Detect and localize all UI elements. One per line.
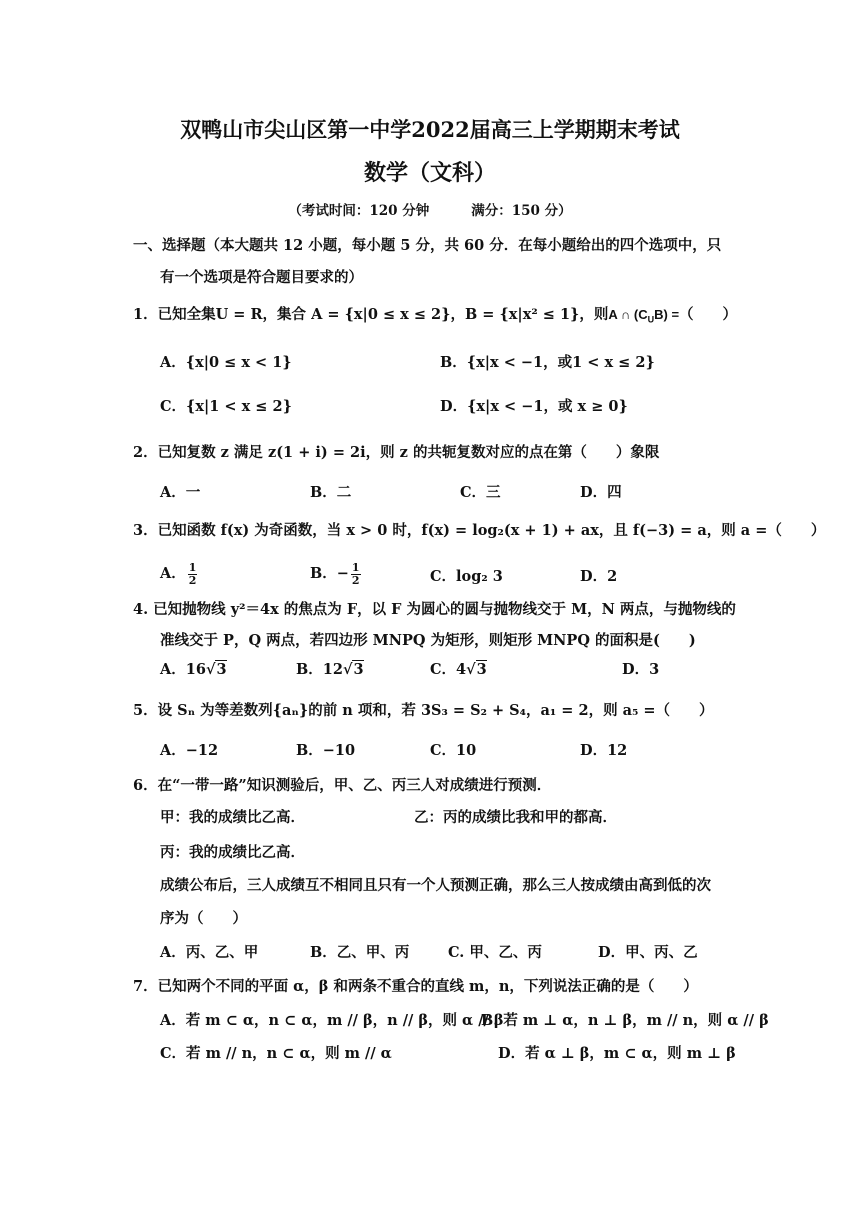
exam-subtitle: 数学（文科） bbox=[363, 160, 496, 186]
q4-option-a: A．16√3 bbox=[160, 661, 227, 678]
q4-line1: 4. 已知抛物线 y²＝4x 的焦点为 F，以 F 为圆心的圆与抛物线交于 M，N 两点，与抛物线的 bbox=[133, 601, 736, 618]
q5-stem: 5．设 Sₙ 为等差数列{aₙ}的前 n 项和，若 3S₃ = S₂ + S₄，a₁ = 2，则 a₅ =（ ） bbox=[133, 702, 714, 719]
q1-stem: 1．已知全集U = R，集合 A = {x|0 ≤ x ≤ 2}，B = {x|x² ≤ 1}，则A ∩ $(C_UB)$ =（ ） bbox=[133, 306, 738, 325]
q7-stem: 7．已知两个不同的平面 α，β 和两条不重合的直线 m，n，下列说法正确的是（ ） bbox=[133, 978, 698, 995]
q3-a-fraction: $\frac{1}{2}$ bbox=[188, 561, 197, 587]
q5-option-b: B．−10 bbox=[296, 742, 356, 759]
q1-option-c: C．{x|1 < x ≤ 2} bbox=[160, 398, 292, 415]
q2-option-c: C．三 bbox=[460, 484, 501, 501]
q1-expression: A ∩ $(C_UB)$ = bbox=[608, 307, 680, 325]
q6-option-d: D．甲、丙、乙 bbox=[598, 944, 698, 961]
q4-option-b: B．12√3 bbox=[296, 661, 364, 678]
q6-option-a: A．丙、乙、甲 bbox=[160, 944, 259, 961]
q3-option-a: A． $\frac{1}{2}$ bbox=[160, 561, 197, 587]
q3-option-c: C．log₂ 3 bbox=[430, 568, 503, 585]
section-heading-line2: 有一个选项是符合题目要求的） bbox=[160, 269, 363, 286]
q6-statement-yi: 乙：丙的成绩比我和甲的都高． bbox=[414, 809, 617, 826]
q6-stem: 6．在“一带一路”知识测验后，甲、乙、丙三人对成绩进行预测． bbox=[133, 777, 552, 794]
section-heading-line1: 一、选择题（本大题共 12 小题，每小题 5 分，共 60 分．在每小题给出的四个选项中，只 bbox=[133, 237, 722, 254]
q6-option-c: C. 甲、乙、丙 bbox=[448, 944, 542, 961]
exam-title: 双鸭山市尖山区第一中学2022届高三上学期期末考试 bbox=[180, 117, 680, 142]
q7-option-b: B. 若 m ⊥ α，n ⊥ β，m // n，则 α // β bbox=[481, 1012, 769, 1029]
q2-option-b: B．二 bbox=[310, 484, 352, 501]
q3-option-d: D．2 bbox=[580, 568, 618, 585]
q3-b-fraction: $\frac{1}{2}$ bbox=[351, 561, 360, 587]
q5-option-c: C．10 bbox=[430, 742, 477, 759]
q6-statement-bing: 丙：我的成绩比乙高． bbox=[160, 844, 305, 861]
q1-option-b: B．{x|x < −1，或1 < x ≤ 2} bbox=[440, 354, 655, 371]
q2-stem: 2．已知复数 z 满足 z(1 + i) = 2i，则 z 的共轭复数对应的点在第（ ）象限 bbox=[133, 444, 660, 461]
exam-time: （考试时间：120 分钟 bbox=[288, 203, 430, 219]
q1-option-a: A．{x|0 ≤ x < 1} bbox=[160, 354, 292, 371]
q6-statement-jia: 甲：我的成绩比乙高． bbox=[160, 809, 305, 826]
q4-line2: 准线交于 P，Q 两点，若四边形 MNPQ 为矩形，则矩形 MNPQ 的面积是( ) bbox=[160, 632, 696, 649]
q5-option-d: D．12 bbox=[580, 742, 628, 759]
q3-option-b: B．− $\frac{1}{2}$ bbox=[310, 561, 360, 587]
q6-option-b: B．乙、甲、丙 bbox=[310, 944, 410, 961]
q6-line2: 序为（ ） bbox=[160, 910, 247, 927]
q6-line1: 成绩公布后，三人成绩互不相同且只有一个人预测正确，那么三人按成绩由高到低的次 bbox=[160, 877, 711, 894]
q2-option-d: D．四 bbox=[580, 484, 622, 501]
q5-option-a: A．−12 bbox=[160, 742, 219, 759]
q7-option-a: A．若 m ⊂ α，n ⊂ α，m // β，n // β，则 α // β bbox=[160, 1012, 504, 1029]
q4-option-d: D．3 bbox=[622, 661, 660, 678]
exam-info bbox=[0, 205, 860, 219]
q4-option-c: C．4√3 bbox=[430, 661, 487, 678]
exam-score: 满分：150 分） bbox=[471, 203, 572, 219]
q2-option-a: A．一 bbox=[160, 484, 201, 501]
q3-stem: 3．已知函数 f(x) 为奇函数，当 x > 0 时，f(x) = log₂(x + 1) + ax，且 f(−3) = a，则 a =（ ） bbox=[133, 522, 826, 539]
q1-option-d: D．{x|x < −1，或 x ≥ 0} bbox=[440, 398, 628, 415]
q7-option-d: D．若 α ⊥ β，m ⊂ α，则 m ⊥ β bbox=[498, 1045, 736, 1062]
q7-option-c: C．若 m // n，n ⊂ α，则 m // α bbox=[160, 1045, 392, 1062]
